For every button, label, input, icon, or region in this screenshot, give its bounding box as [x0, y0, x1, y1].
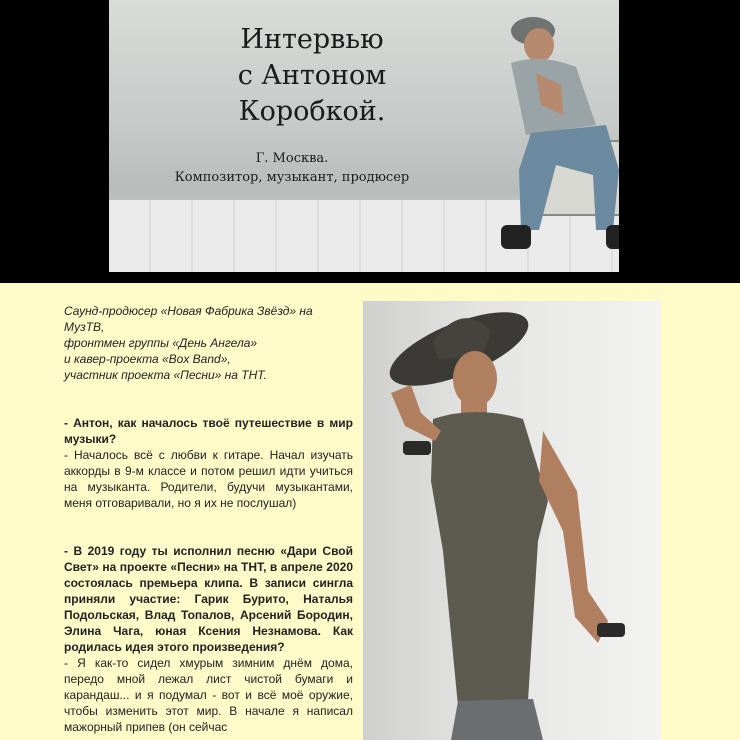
hero-banner	[109, 0, 619, 272]
hero-subtitle	[145, 149, 439, 187]
question-2: - В 2019 году ты исполнил песню «Дари Свой Свет» на проекте «Песни» на ТНТ, в апреле 2020 состоялась премьера клипа. В записи сингла приняли участие: Гарик Бурито, Наталья Подольская, Влад Топалов, Арсений Бородин, Элина Чага, юная Ксения Незнамова. Как родилась идея этого произведения?	[64, 544, 353, 654]
answer-2: - Я как-то сидел хмурым зимним днём дома, передо мной лежал лист чистой бумаги и карандаш... и я подумал - вот и всё моё оружие, чтобы изменить этот мир. В начале я написал мажорный припев (он сейчас	[64, 656, 353, 734]
article-text	[64, 303, 353, 735]
hero-profession: Композитор, музыкант, продюсер	[174, 170, 410, 185]
hero-title-line-2: с Антоном	[237, 60, 387, 91]
intro-line-1: Саунд-продюсер «Новая Фабрика Звёзд» на МузТВ,	[64, 304, 313, 334]
intro-line-2: фронтмен группы «День Ангела»	[64, 336, 258, 350]
portrait-photo	[363, 301, 661, 740]
portrait-person	[363, 301, 661, 740]
question-1: - Антон, как началось твоё путешествие в мир музыки?	[64, 416, 353, 446]
intro-paragraph	[64, 303, 353, 383]
intro-line-4: участник проекта «Песни» на ТНТ.	[64, 368, 267, 382]
hero-title-line-3: Коробкой.	[238, 96, 386, 127]
hero-title-line-1: Интервью	[240, 24, 384, 55]
intro-line-3: и кавер-проекта «Box Band»,	[64, 352, 231, 366]
hero-city: Г. Москва.	[255, 151, 329, 166]
hero-person-photo	[501, 5, 619, 250]
answer-1: - Началось всё с любви к гитаре. Начал изучать аккорды в 9-м классе и потом решил идти учиться на музыканта. Родители, будучи музыкантами, меня отговаривали, но я их не послушал)	[64, 448, 353, 510]
hero-title	[197, 22, 427, 130]
